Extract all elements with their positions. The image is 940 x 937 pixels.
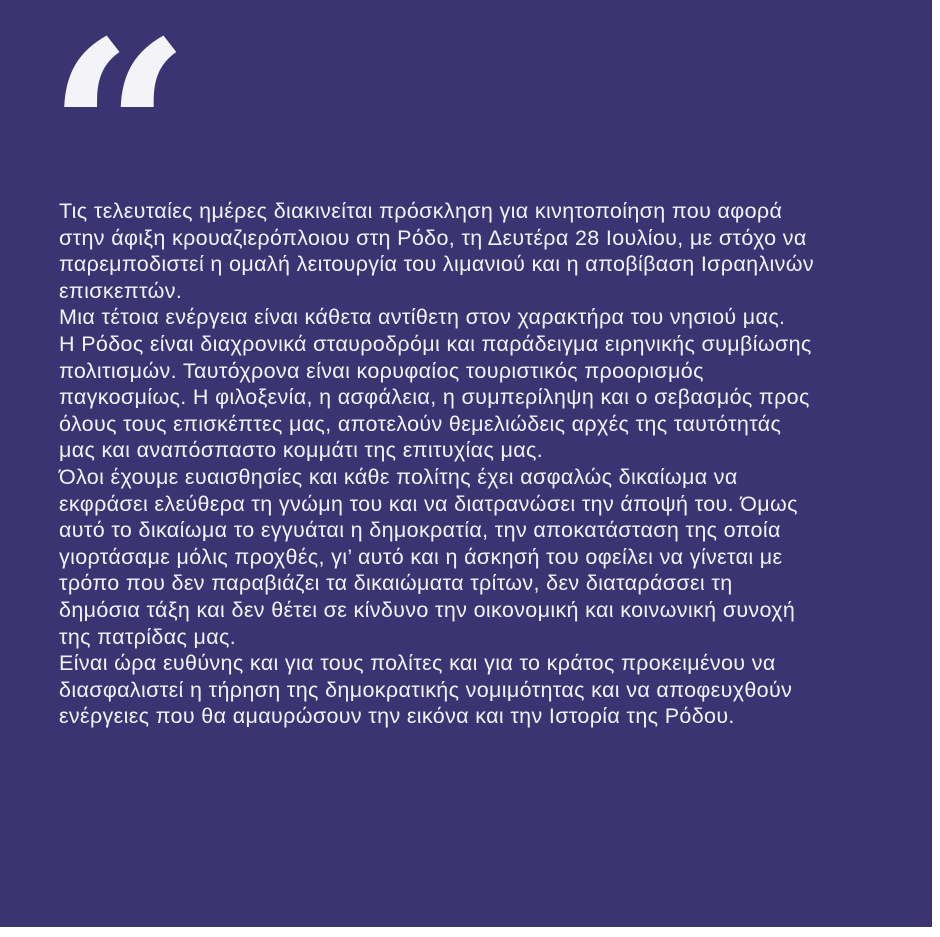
statement-line: δημόσια τάξη και δεν θέτει σε κίνδυνο την οικονομική και κοινωνική συνοχή <box>59 597 796 622</box>
statement-line: πολιτισμών. Ταυτόχρονα είναι κορυφαίος τουριστικός προορισμός <box>59 358 704 383</box>
statement-line: Η Ρόδος είναι διαχρονικά σταυροδρόμι και παράδειγμα ειρηνικής συμβίωσης <box>59 331 812 356</box>
statement-line: μας και αναπόσπαστο κομμάτι της επιτυχίας μας. <box>59 438 544 463</box>
statement-line: στην άφιξη κρουαζιερόπλοιου στη Ρόδο, τη Δευτέρα 28 Ιουλίου, με στόχο να <box>59 225 807 250</box>
statement-line: εκφράσει ελεύθερα τη γνώμη του και να διατρανώσει την άποψή του. Όμως <box>59 491 798 516</box>
statement-line: Μια τέτοια ενέργεια είναι κάθετα αντίθετη στον χαρακτήρα του νησιού μας. <box>59 305 786 330</box>
statement-line: γιορτάσαμε μόλις προχθές, γι’ αυτό και η άσκησή του οφείλει να γίνεται με <box>59 544 783 569</box>
statement-line: όλους τους επισκέπτες μας, αποτελούν θεμελιώδεις αρχές της ταυτότητάς <box>59 411 782 436</box>
statement-line: διασφαλιστεί η τήρηση της δημοκρατικής νομιμότητας και να αποφευχθούν <box>59 677 793 702</box>
statement-line: της πατρίδας μας. <box>59 624 237 649</box>
statement-line: αυτό το δικαίωμα το εγγυάται η δημοκρατία, την αποκατάσταση της οποία <box>59 518 781 543</box>
statement-line: παρεμποδιστεί η ομαλή λειτουργία του λιμανιού και η αποβίβαση Ισραηλινών <box>59 252 815 277</box>
statement-line: Τις τελευταίες ημέρες διακινείται πρόσκληση για κινητοποίηση που αφορά <box>59 199 783 223</box>
statement-line: επισκεπτών. <box>59 278 183 303</box>
quote-mark-icon: “ <box>47 0 191 280</box>
statement-line: Είναι ώρα ευθύνης και για τους πολίτες και για το κράτος προκειμένου να <box>59 651 776 676</box>
statement-text <box>59 198 929 730</box>
statement-line: τρόπο που δεν παραβιάζει τα δικαιώματα τρίτων, δεν διαταράσσει τη <box>59 571 733 596</box>
statement-line: παγκοσμίως. Η φιλοξενία, η ασφάλεια, η συμπερίληψη και ο σεβασμός προς <box>59 385 810 410</box>
statement-line: Όλοι έχουμε ευαισθησίες και κάθε πολίτης έχει ασφαλώς δικαίωμα να <box>59 464 738 489</box>
statement-line: ενέργειες που θα αμαυρώσουν την εικόνα και την Ιστορία της Ρόδου. <box>59 704 735 729</box>
